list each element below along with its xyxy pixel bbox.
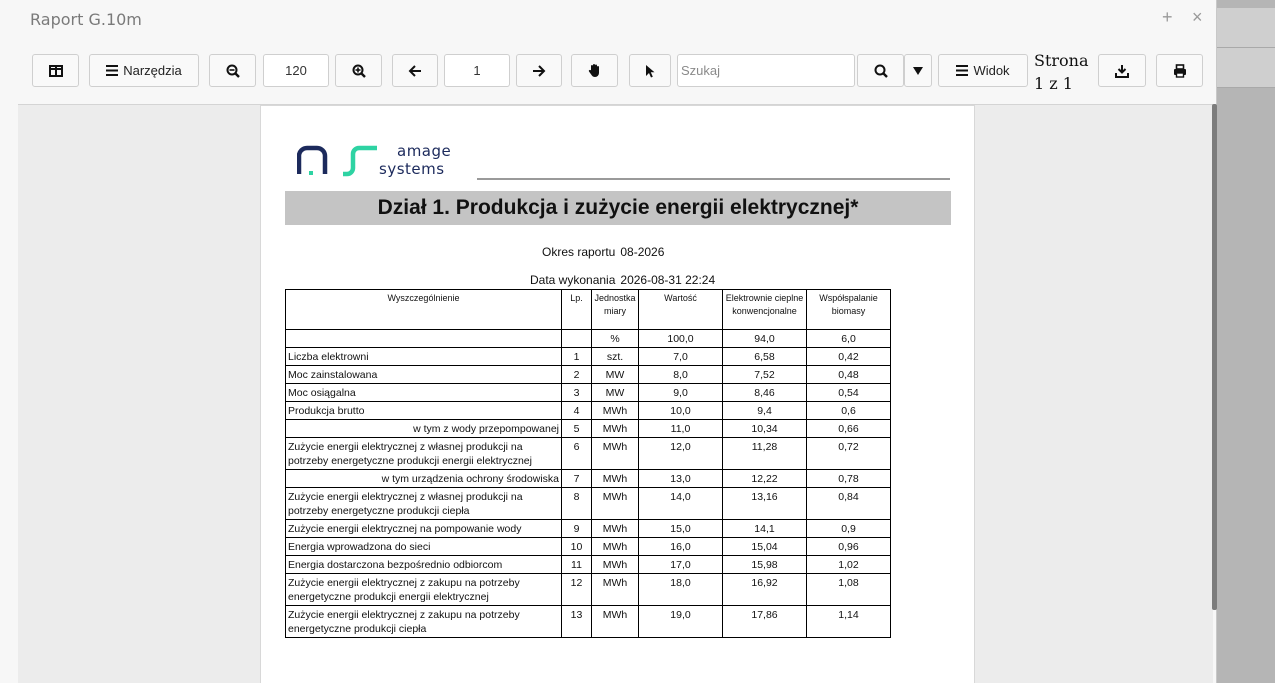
- cursor-icon: [645, 64, 655, 78]
- page-counter: [1034, 49, 1089, 95]
- cell-number: 4: [562, 402, 592, 420]
- cell-number: 9: [562, 520, 592, 538]
- cell-value: 10,0: [639, 402, 723, 420]
- hand-icon: [588, 63, 602, 78]
- cell-biomass: 0,72: [807, 438, 891, 470]
- cell-number: 2: [562, 366, 592, 384]
- header-divider: [477, 178, 950, 180]
- cell-biomass: 0,54: [807, 384, 891, 402]
- cell-conventional: 15,98: [723, 556, 807, 574]
- menu-icon: [956, 65, 968, 76]
- page-counter-value: 1 z 1: [1034, 74, 1073, 93]
- cell-unit: MWh: [592, 488, 639, 520]
- period-value: 08-2026: [620, 245, 665, 259]
- period-label: Okres raportu: [542, 245, 616, 259]
- download-button[interactable]: [1098, 54, 1146, 87]
- document-viewer[interactable]: [18, 104, 1213, 683]
- search-input[interactable]: [677, 54, 855, 87]
- header-conventional-plants: Elektrownie cieplne konwencjonalne: [723, 290, 807, 330]
- cell-value: 16,0: [639, 538, 723, 556]
- table-row: [286, 384, 891, 402]
- report-page: [260, 105, 975, 683]
- cell-unit: MWh: [592, 470, 639, 488]
- view-label: Widok: [973, 63, 1010, 78]
- cell-value: 12,0: [639, 438, 723, 470]
- date-label: Data wykonania: [530, 273, 616, 287]
- table-row: [286, 574, 891, 606]
- date-value: 2026-08-31 22:24: [620, 273, 716, 287]
- cell-number: 3: [562, 384, 592, 402]
- cell-description: Energia wprowadzona do sieci: [286, 538, 562, 556]
- cell-conventional: 15,04: [723, 538, 807, 556]
- cell-number: 12: [562, 574, 592, 606]
- logo-line-1: amage: [397, 142, 452, 160]
- header-description: Wyszczególnienie: [286, 290, 562, 330]
- cell-biomass: 0,9: [807, 520, 891, 538]
- cell-description: Zużycie energii elektrycznej z własnej produkcji na potrzeby energetyczne produkcji energii elektrycznej: [286, 438, 562, 470]
- select-tool-button[interactable]: [629, 54, 671, 87]
- cell-unit: MWh: [592, 556, 639, 574]
- dropdown-triangle-icon: [912, 66, 924, 76]
- cell-conventional: 17,86: [723, 606, 807, 638]
- cell-biomass: 1,14: [807, 606, 891, 638]
- table-row: [286, 402, 891, 420]
- cell-unit: MWh: [592, 402, 639, 420]
- cell-conventional: 7,52: [723, 366, 807, 384]
- table-row: [286, 488, 891, 520]
- cell-conventional: 12,22: [723, 470, 807, 488]
- cell-number: 6: [562, 438, 592, 470]
- cell-description: Liczba elektrowni: [286, 348, 562, 366]
- search-options-button[interactable]: [904, 54, 932, 87]
- table-row: [286, 538, 891, 556]
- search-icon: [874, 64, 888, 78]
- cell-number: [562, 330, 592, 348]
- table-row: [286, 366, 891, 384]
- cell-conventional: 94,0: [723, 330, 807, 348]
- cell-conventional: 10,34: [723, 420, 807, 438]
- header-unit: Jednostka miary: [592, 290, 639, 330]
- cell-number: 10: [562, 538, 592, 556]
- tools-button[interactable]: [89, 54, 199, 87]
- modal-title: Raport G.10m: [30, 10, 142, 29]
- cell-biomass: 0,48: [807, 366, 891, 384]
- cell-value: 19,0: [639, 606, 723, 638]
- report-title: Dział 1. Produkcja i zużycie energii elektrycznej*: [285, 191, 951, 225]
- cell-conventional: 16,92: [723, 574, 807, 606]
- previous-page-button[interactable]: [392, 54, 438, 87]
- hand-tool-button[interactable]: [571, 54, 618, 87]
- close-icon[interactable]: ×: [1192, 7, 1203, 27]
- cell-value: 14,0: [639, 488, 723, 520]
- cell-unit: MWh: [592, 574, 639, 606]
- cell-unit: %: [592, 330, 639, 348]
- vertical-scrollbar[interactable]: [1212, 104, 1217, 610]
- table-row: [286, 420, 891, 438]
- cell-conventional: 14,1: [723, 520, 807, 538]
- table-row: [286, 438, 891, 470]
- cell-conventional: 9,4: [723, 402, 807, 420]
- cell-number: 1: [562, 348, 592, 366]
- report-table: [285, 289, 891, 638]
- table-row: [286, 348, 891, 366]
- arrow-left-icon: [408, 65, 422, 77]
- cell-biomass: 0,6: [807, 402, 891, 420]
- next-page-button[interactable]: [516, 54, 562, 87]
- search-button[interactable]: [857, 54, 904, 87]
- cell-value: 11,0: [639, 420, 723, 438]
- print-button[interactable]: [1156, 54, 1203, 87]
- cell-value: 7,0: [639, 348, 723, 366]
- cell-biomass: 0,42: [807, 348, 891, 366]
- view-button[interactable]: [938, 54, 1028, 87]
- zoom-out-icon: [226, 64, 240, 78]
- cell-description: Zużycie energii elektrycznej z własnej produkcji na potrzeby energetyczne produkcji ciepła: [286, 488, 562, 520]
- cell-description: Energia dostarczona bezpośrednio odbiorcom: [286, 556, 562, 574]
- cell-value: 15,0: [639, 520, 723, 538]
- table-header-row: [286, 290, 891, 330]
- cell-unit: MWh: [592, 520, 639, 538]
- cell-biomass: 0,96: [807, 538, 891, 556]
- arrow-right-icon: [532, 65, 546, 77]
- cell-conventional: 13,16: [723, 488, 807, 520]
- cell-number: 11: [562, 556, 592, 574]
- header-value: Wartość: [639, 290, 723, 330]
- cell-unit: MWh: [592, 606, 639, 638]
- cell-description: [286, 330, 562, 348]
- maximize-icon[interactable]: +: [1162, 7, 1173, 27]
- page-counter-label: Strona: [1034, 51, 1089, 70]
- header-number: Lp.: [562, 290, 592, 330]
- cell-value: 100,0: [639, 330, 723, 348]
- report-date: [530, 273, 715, 287]
- cell-number: 13: [562, 606, 592, 638]
- cell-unit: szt.: [592, 348, 639, 366]
- page-number-input[interactable]: [444, 54, 510, 87]
- report-period: [542, 245, 664, 259]
- cell-biomass: 6,0: [807, 330, 891, 348]
- cell-description: Produkcja brutto: [286, 402, 562, 420]
- table-row-percent: [286, 330, 891, 348]
- cell-number: 8: [562, 488, 592, 520]
- cell-unit: MWh: [592, 438, 639, 470]
- cell-conventional: 8,46: [723, 384, 807, 402]
- cell-number: 7: [562, 470, 592, 488]
- cell-value: 18,0: [639, 574, 723, 606]
- sidebar-toggle-button[interactable]: [32, 54, 79, 87]
- cell-unit: MWh: [592, 420, 639, 438]
- logo-line-2: systems: [379, 160, 445, 178]
- cell-description: Zużycie energii elektrycznej z zakupu na potrzeby energetyczne produkcji ciepła: [286, 606, 562, 638]
- cell-biomass: 1,02: [807, 556, 891, 574]
- cell-unit: MW: [592, 384, 639, 402]
- cell-biomass: 0,84: [807, 488, 891, 520]
- table-row: [286, 520, 891, 538]
- company-logo-text: [379, 142, 451, 178]
- cell-description: Zużycie energii elektrycznej na pompowanie wody: [286, 520, 562, 538]
- print-icon: [1173, 64, 1187, 78]
- cell-value: 9,0: [639, 384, 723, 402]
- cell-conventional: 11,28: [723, 438, 807, 470]
- cell-biomass: 1,08: [807, 574, 891, 606]
- sidebar-toggle-icon: [49, 65, 63, 77]
- cell-description: w tym urządzenia ochrony środowiska: [286, 470, 562, 488]
- cell-biomass: 0,66: [807, 420, 891, 438]
- cell-value: 17,0: [639, 556, 723, 574]
- table-row: [286, 470, 891, 488]
- cell-biomass: 0,78: [807, 470, 891, 488]
- cell-description: w tym z wody przepompowanej: [286, 420, 562, 438]
- cell-conventional: 6,58: [723, 348, 807, 366]
- menu-icon: [106, 65, 118, 76]
- table-row: [286, 606, 891, 638]
- download-icon: [1115, 64, 1129, 78]
- cell-description: Zużycie energii elektrycznej z zakupu na potrzeby energetyczne produkcji energii elektrycznej: [286, 574, 562, 606]
- cell-value: 8,0: [639, 366, 723, 384]
- cell-description: Moc zainstalowana: [286, 366, 562, 384]
- table-row: [286, 556, 891, 574]
- cell-description: Moc osiągalna: [286, 384, 562, 402]
- cell-unit: MW: [592, 366, 639, 384]
- cell-number: 5: [562, 420, 592, 438]
- zoom-in-icon: [352, 64, 366, 78]
- header-biomass-cofiring: Współspalanie biomasy: [807, 290, 891, 330]
- zoom-input[interactable]: [263, 54, 329, 87]
- zoom-in-button[interactable]: [335, 54, 382, 87]
- cell-unit: MWh: [592, 538, 639, 556]
- zoom-out-button[interactable]: [209, 54, 256, 87]
- tools-label: Narzędzia: [123, 63, 182, 78]
- cell-value: 13,0: [639, 470, 723, 488]
